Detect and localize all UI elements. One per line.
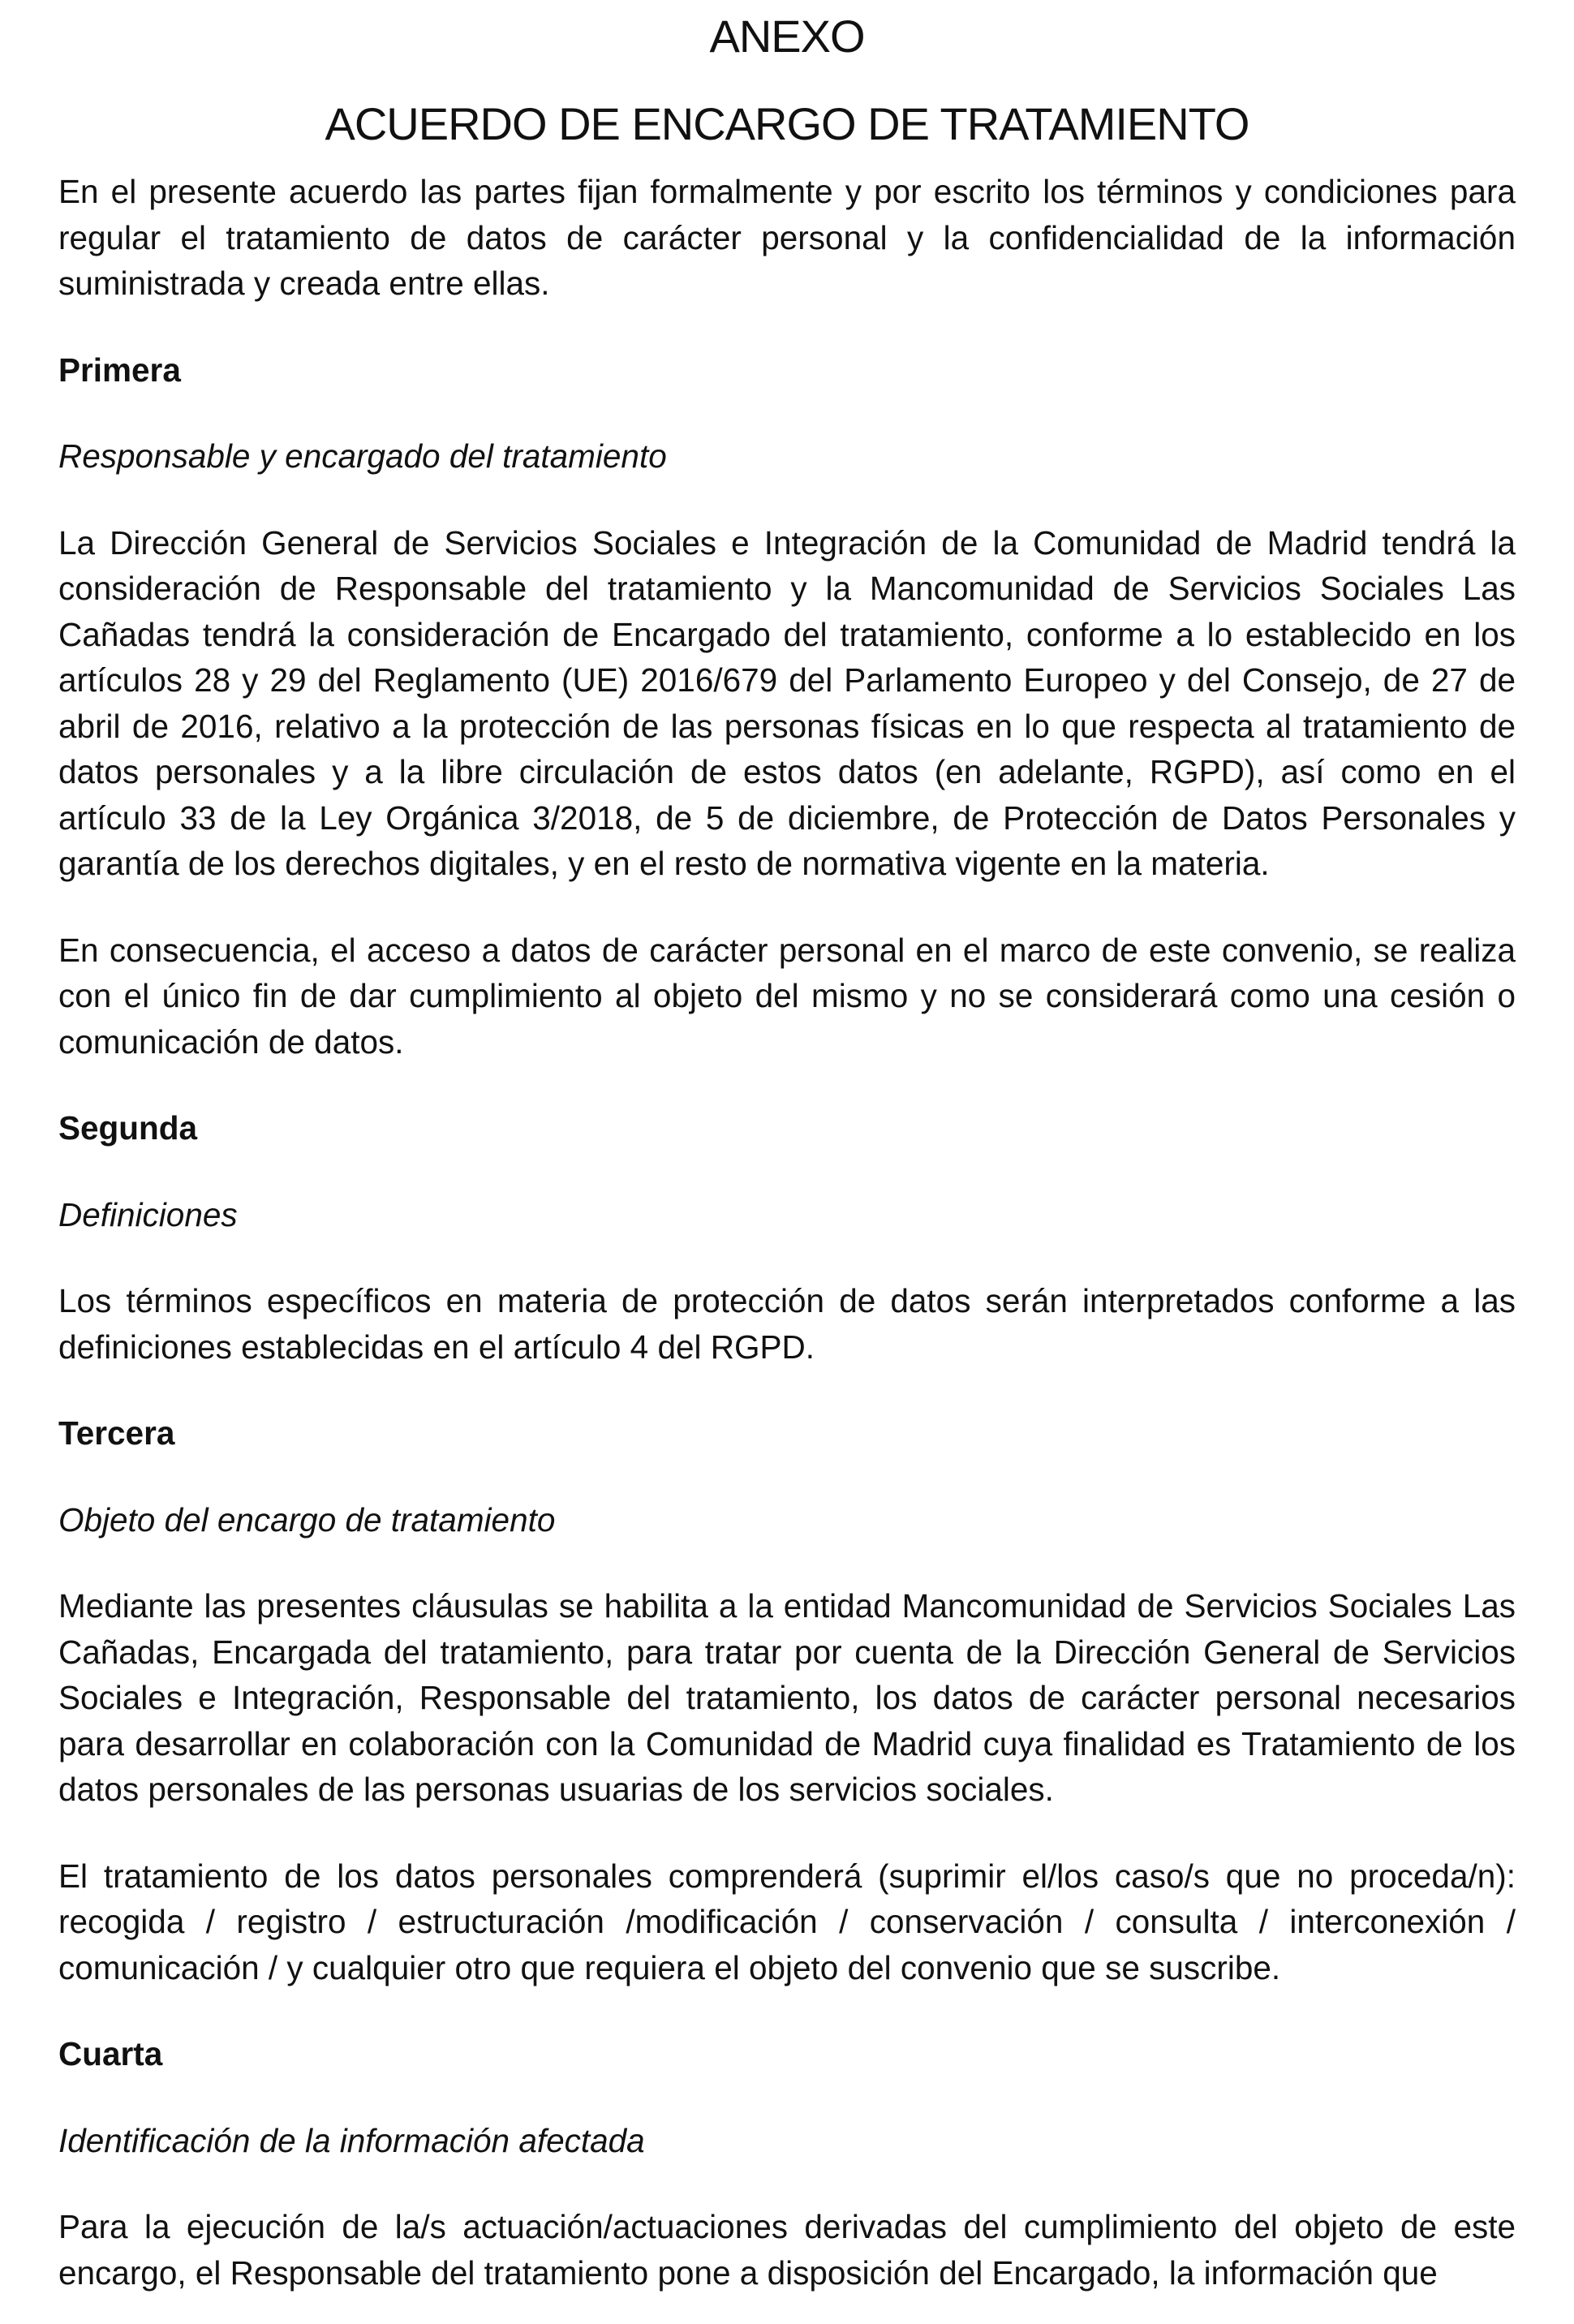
section-heading-segunda: Segunda — [58, 1109, 198, 1147]
section-subheading-primera: Responsable y encargado del tratamiento — [58, 437, 667, 475]
section-subheading-tercera: Objeto del encargo de tratamiento — [58, 1500, 556, 1539]
section-heading-primera: Primera — [58, 351, 181, 389]
document-title: ANEXO — [709, 11, 865, 62]
section-paragraph: El tratamiento de los datos personales comprenderá (suprimir el/los caso/s que no proceda/n): recogida / registro / estructuración /modificación / conservación / consulta / interconexión / comunicación / y cualquier otro que requiera el objeto del convenio que se suscribe. — [58, 1857, 1516, 1986]
intro-paragraph: En el presente acuerdo las partes fijan formalmente y por escrito los términos y condiciones para regular el tratamiento de datos de carácter personal y la confidencialidad de la información suministrada y creada entre ellas. — [58, 173, 1516, 302]
section-paragraph: La Dirección General de Servicios Sociales e Integración de la Comunidad de Madrid tendrá la consideración de Responsable del tratamiento y la Mancomunidad de Servicios Sociales Las Cañadas tendrá la consideración de Encargado del tratamiento, conforme a lo establecido en los artículos 28 y 29 del Reglamento (UE) 2016/679 del Parlamento Europeo y del Consejo, de 27 de abril de 2016, relativo a la protección de las personas físicas en lo que respecta al tratamiento de datos personales y a la libre circulación de estos datos (en adelante, RGPD), así como en el artículo 33 de la Ley Orgánica 3/2018, de 5 de diciembre, de Protección de Datos Personales y garantía de los derechos digitales, y en el resto de normativa vigente en la materia. — [58, 523, 1516, 882]
section-paragraph: Para la ejecución de la/s actuación/actuaciones derivadas del cumplimiento del objeto de este encargo, el Responsable del tratamiento pone a disposición del Encargado, la información que — [58, 2208, 1516, 2292]
section-heading-cuarta: Cuarta — [58, 2035, 163, 2072]
document-subtitle: ACUERDO DE ENCARGO DE TRATAMIENTO — [325, 98, 1249, 149]
section-paragraph: Los términos específicos en materia de protección de datos serán interpretados conforme a las definiciones establecidas en el artículo 4 del RGPD. — [58, 1282, 1516, 1366]
section-heading-tercera: Tercera — [58, 1414, 175, 1452]
section-paragraph: En consecuencia, el acceso a datos de carácter personal en el marco de este convenio, se realiza con el único fin de dar cumplimiento al objeto del mismo y no se considerará como una cesión o comunicación de datos. — [58, 931, 1516, 1061]
section-paragraph: Mediante las presentes cláusulas se habilita a la entidad Mancomunidad de Servicios Sociales Las Cañadas, Encargada del tratamiento, para tratar por cuenta de la Dirección General de Servicios Sociales e Integración, Responsable del tratamiento, los datos de carácter personal necesarios para desarrollar en colaboración con la Comunidad de Madrid cuya finalidad es Tratamiento de los datos personales de las personas usuarias de los servicios sociales. — [58, 1587, 1516, 1808]
section-subheading-cuarta: Identificación de la información afectada — [58, 2121, 645, 2159]
section-subheading-segunda: Definiciones — [58, 1195, 238, 1233]
